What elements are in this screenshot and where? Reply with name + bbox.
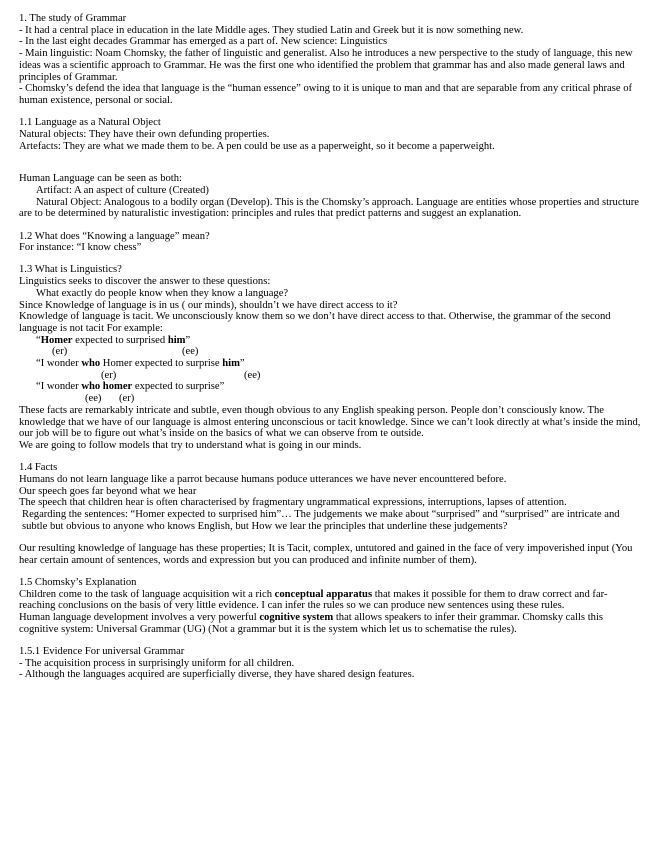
- bullet-line: - Main linguistic: Noam Chomsky, the father of linguistic and generalist. Also he introduces a new perspective to the study of language, this new ideas was a scientific approach to Grammar. He was the first one who identified the problem that grammar has and also made general laws and principles of Grammar.: [19, 48, 633, 83]
- text-line: Children come to the task of language acquisition wit a rich conceptual apparatus that makes it possible for them to draw correct and far-reaching conclusions on the basis of very little evidence. I can infer the rules so we can produce new sentences using these rules.: [19, 588, 608, 612]
- text-line: Our resulting knowledge of language has these properties; It is Tacit, complex, untutored and gained in the face of very impoverished input (You hear certain amount of sentences, words and expression but you can produced and infinite number of them).: [19, 542, 633, 566]
- text-line: Our speech goes far beyond what we hear: [19, 485, 197, 497]
- example-roles: (ee) (er): [85, 393, 135, 405]
- example-sentence: “I wonder who homer expected to surprise”: [36, 381, 225, 393]
- text-line: For instance: “I know chess”: [19, 242, 142, 254]
- text-line: Linguistics seeks to discover the answer to these questions:: [19, 276, 271, 288]
- text-line: Human Language can be seen as both:: [19, 173, 182, 185]
- section-title: 1.5.1 Evidence For universal Grammar: [19, 645, 185, 657]
- section-title: 1.4 Facts: [19, 462, 58, 474]
- text-line: We are going to follow models that try to understand what is going in our minds.: [19, 439, 362, 451]
- text-line: Since Knowledge of language is in us ( our minds), shouldn’t we have direct access to it?: [19, 299, 398, 311]
- section-title: 1. The study of Grammar: [19, 13, 127, 24]
- section-title: 1.2 What does “Knowing a language” mean?: [19, 230, 210, 242]
- text-line: Regarding the sentences: “Homer expected to surprised him”… The judgements we make about “surprised” and “surprised” are intricate and subtle but obvious to anyone who knows English, but How we lear the principles that underline these judgements?: [22, 508, 620, 532]
- indented-paragraph: Natural Object: Analogous to a bodily organ (Develop). This is the Chomsky’s approach. Language are entities whose properties and structure are to be determined by naturalistic investigation: principles and rules that predict patterns and suggest an explanation.: [19, 196, 640, 220]
- document-page: [19, 13, 641, 681]
- section-title: 1.5 Chomsky’s Explanation: [19, 576, 137, 588]
- bullet-line: - In the last eight decades Grammar has emerged as a part of. New science: Linguistics: [19, 36, 388, 48]
- bullet-line: - The acquisition process in surprisingly uniform for all children.: [19, 657, 295, 669]
- text-line: Humans do not learn language like a parrot because humans poduce utterances we have never encounttered before.: [19, 473, 507, 485]
- example-roles: (er) (ee): [52, 346, 199, 358]
- indented-line: What exactly do people know when they know a language?: [36, 287, 289, 299]
- text-line: Artefacts: They are what we made them to be. A pen could be use as a paperweight, so it become a paperweight.: [19, 140, 495, 152]
- section-title: 1.1 Language as a Natural Object: [19, 117, 161, 129]
- text-line: Knowledge of language is tacit. We unconsciously know them so we don’t have direct access to that. Otherwise, the grammar of the second language is not tacit For example:: [19, 311, 611, 334]
- bullet-line: - Although the languages acquired are superficially diverse, they have shared design features.: [19, 669, 415, 681]
- section-title: 1.3 What is Linguistics?: [19, 264, 122, 276]
- bullet-line: - It had a central place in education in the late Middle ages. They studied Latin and Greek but it is now something new.: [19, 24, 524, 36]
- example-roles: (er) (ee): [101, 369, 261, 381]
- text-line: Human language development involves a very powerful cognitive system that allows speakers to infer their grammar. Chomsky calls this cognitive system: Universal Grammar (UG) (Not a grammar but it is the system which let us to schematise the rules).: [19, 611, 604, 635]
- indented-line: Artifact: A an aspect of culture (Created): [36, 184, 209, 196]
- example-sentence: “I wonder who Homer expected to surprise him”: [36, 358, 245, 370]
- text-line: Natural objects: They have their own defunding properties.: [19, 128, 270, 140]
- example-sentence: “Homer expected to surprised him”: [36, 334, 191, 346]
- text-line: These facts are remarkably intricate and subtle, even though obvious to any English speaking person. People don’t consciously know. The knowledge that we have of our language is almost entering unconscious or tacit knowledge. Since we can’t look directly at what’s inside the mind, our job will be to figure out what’s inside on the basics of what we can observe from te outside.: [19, 404, 641, 440]
- bullet-line: - Chomsky’s defend the idea that language is the “human essence” owing to it is unique to man and that are separable from any critical phrase of human existence, personal or social.: [19, 83, 633, 106]
- text-line: The speech that children hear is often characterised by fragmentary ungrammatical expressions, interruptions, lapses of attention.: [19, 497, 567, 509]
